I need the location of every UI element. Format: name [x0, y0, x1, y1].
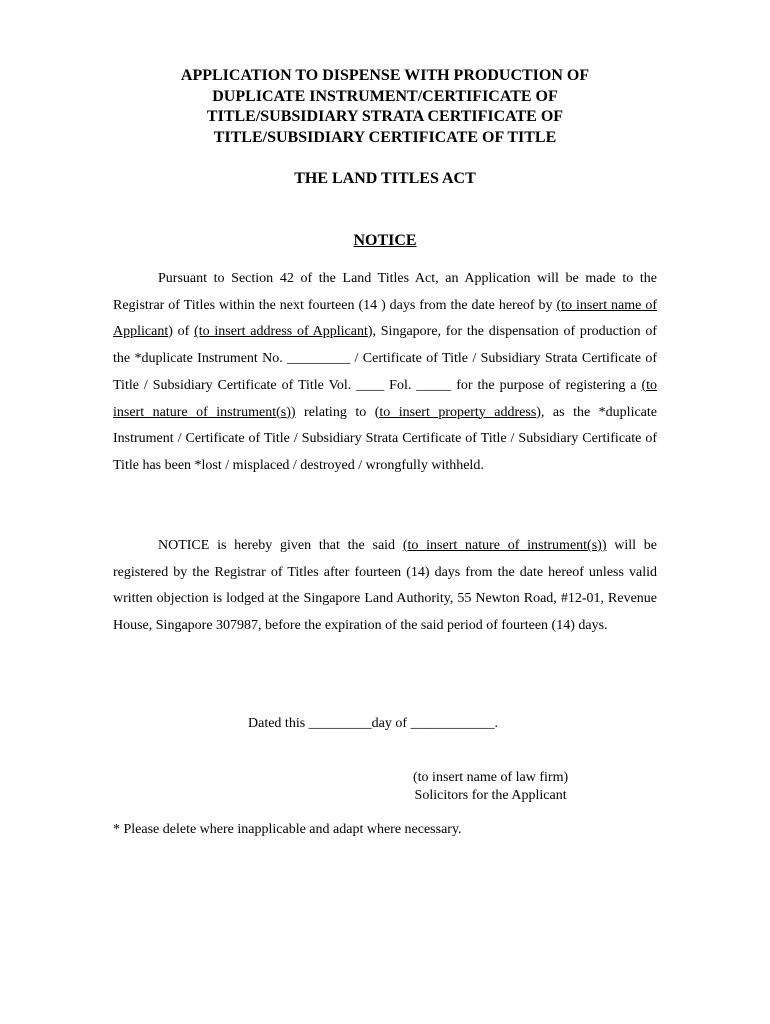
applicant-address-placeholder: (to insert address of Applicant — [194, 324, 368, 340]
notice-paragraph-1 — [113, 266, 657, 480]
solicitors-label: Solicitors for the Applicant — [414, 788, 567, 803]
act-title: THE LAND TITLES ACT — [294, 170, 476, 187]
property-address-placeholder: (to insert property address — [374, 404, 537, 420]
para1-text-5: ), as the *duplicate Instrument / Certificate of Title / Subsidiary Strata Certificate of Title / Subsidiary Certificate of Title has been *lost / misplaced / destroyed / wrongfully withheld. — [113, 404, 657, 473]
title-line: APPLICATION TO DISPENSE WITH PRODUCTION OF — [180, 67, 590, 84]
notice-paragraph-2 — [113, 533, 657, 640]
notice-heading: NOTICE — [353, 232, 417, 249]
instrument-nature-placeholder: (to insert nature of instrument(s)) — [402, 538, 607, 553]
title-line: TITLE/SUBSIDIARY STRATA CERTIFICATE OF — [206, 108, 564, 125]
footnote: * Please delete where inapplicable and adapt where necessary. — [113, 822, 462, 837]
para1-text-4: relating to — [295, 404, 375, 420]
para1-text-3: ), Singapore, for the dispensation of production of the *duplicate Instrument No. _________ / Certificate of Title / Subsidiary Strata Certificate of Title / Subsidiary Certificate of Title Vol. ____ Fol. _____ for the purpose of registering a — [113, 324, 657, 393]
title-line: TITLE/SUBSIDIARY CERTIFICATE OF TITLE — [213, 128, 557, 146]
para2-text-2: will be registered by the Registrar of Titles after fourteen (14) days from the date hereof unless valid written objection is lodged at the Singapore Land Authority, 55 Newton Road, #12-01, Revenue House, Singapore 307987, before the expiration of the said period of fourteen (14) days. — [113, 538, 657, 634]
instrument-nature-placeholder: (to insert nature of instrument(s)) — [113, 377, 657, 420]
applicant-name-placeholder: (to insert name of Applicant — [113, 297, 657, 340]
para2-text-1: NOTICE is hereby given that the said — [158, 538, 403, 553]
dated-line: Dated this _________day of ____________. — [248, 716, 499, 731]
para1-text-2: ) of — [168, 324, 195, 340]
para1-text-1: Pursuant to Section 42 of the Land Titles Act, an Application will be made to the Registrar of Titles within the next fourteen (14 ) days from the date hereof by — [113, 271, 657, 313]
signature-block — [413, 769, 568, 805]
law-firm-placeholder: (to insert name of law firm) — [413, 770, 569, 785]
title-line: DUPLICATE INSTRUMENT/CERTIFICATE OF — [212, 87, 558, 105]
document-title — [113, 66, 657, 148]
